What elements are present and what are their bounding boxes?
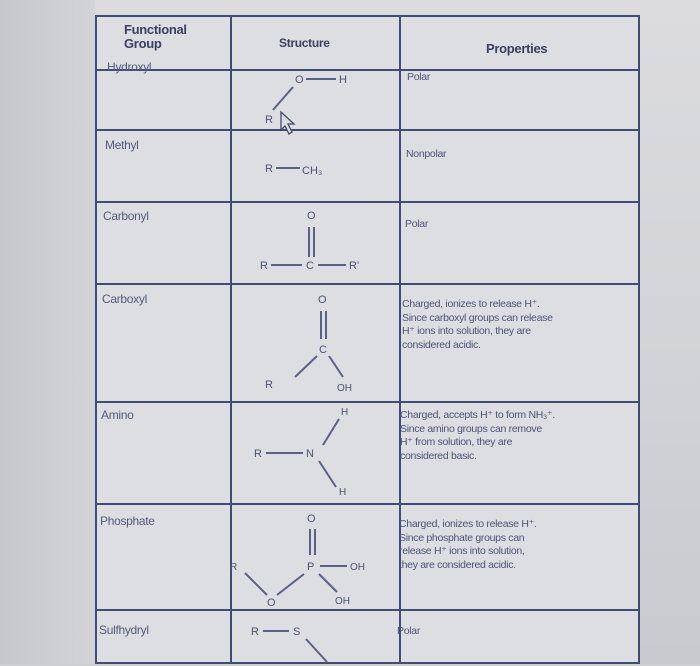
- atom-label-r: R: [254, 448, 262, 460]
- properties-line: Polar: [405, 218, 429, 230]
- properties-line: H⁺ ions into solution, they are: [402, 325, 531, 337]
- atom-label-c: C: [319, 344, 327, 356]
- header-structure: Structure: [279, 36, 330, 50]
- bond-line: [306, 639, 327, 662]
- properties-line: H⁺ from solution, they are: [400, 436, 513, 448]
- mouse-cursor-icon: [281, 112, 294, 134]
- header-functional-group-line1: Functional: [124, 22, 187, 37]
- properties-line: Since carboxyl groups can release: [402, 311, 553, 324]
- bond-line: [329, 356, 343, 377]
- atom-label-r: R: [251, 626, 259, 638]
- atom-label-o: O: [267, 597, 276, 609]
- structures-drawing: [97, 17, 642, 666]
- atom-label-r-prime: R': [349, 260, 360, 272]
- properties-line: Polar: [397, 625, 421, 637]
- sulfhydryl-structure: [251, 626, 327, 662]
- atom-label-h: H: [341, 407, 349, 418]
- methyl-structure: [265, 163, 322, 177]
- atom-label-oh: OH: [350, 562, 365, 573]
- bond-line: [295, 356, 317, 377]
- properties-line: Charged, accepts H⁺ to form NH₃⁺.: [400, 409, 555, 421]
- properties-line: Since phosphate groups can: [399, 531, 525, 544]
- atom-label-r: R: [265, 163, 273, 175]
- properties-line: Polar: [407, 71, 431, 83]
- carbonyl-structure: [260, 210, 359, 272]
- atom-label-ch3: CH₃: [302, 165, 323, 177]
- group-name-amino: Amino: [101, 408, 134, 422]
- atom-label-h: H: [339, 74, 347, 86]
- hydroxyl-structure: [265, 74, 347, 126]
- properties-line: they are considered acidic.: [399, 558, 516, 571]
- atom-label-oh: OH: [337, 383, 352, 394]
- properties-line: release H⁺ ions into solution,: [399, 545, 525, 557]
- bond-line: [323, 419, 339, 445]
- atom-label-o: O: [307, 513, 316, 525]
- group-name-methyl: Methyl: [105, 138, 139, 152]
- header-properties: Properties: [486, 41, 548, 56]
- properties-line: Charged, ionizes to release H⁺.: [399, 518, 537, 530]
- amino-structure: [254, 407, 348, 498]
- page-edge-shadow: [0, 0, 95, 664]
- atom-label-n: N: [306, 448, 314, 460]
- atom-label-o: O: [307, 210, 316, 222]
- group-name-carboxyl: Carboxyl: [102, 292, 147, 306]
- atom-label-r: R: [230, 562, 238, 573]
- group-name-carbonyl: Carbonyl: [103, 209, 149, 223]
- atom-label-h: H: [339, 487, 347, 498]
- atom-label-o: O: [318, 294, 327, 306]
- functional-groups-table: [95, 15, 640, 664]
- group-name-hydroxyl: Hydroxyl: [107, 60, 152, 74]
- bond-line: [319, 574, 337, 592]
- properties-line: considered acidic.: [402, 338, 481, 351]
- bond-line: [245, 573, 267, 595]
- bond-line: [319, 461, 336, 487]
- properties-line: Nonpolar: [406, 148, 447, 160]
- group-name-phosphate: Phosphate: [100, 514, 155, 528]
- carboxyl-structure: [265, 294, 352, 394]
- properties-line: considered basic.: [400, 449, 477, 462]
- properties-line: Charged, ionizes to release H⁺.: [402, 298, 540, 310]
- header-functional-group-line2: Group: [124, 36, 162, 51]
- atom-label-o: O: [295, 74, 304, 86]
- atom-label-r: R: [265, 114, 273, 126]
- bond-line: [273, 87, 293, 110]
- atom-label-oh: OH: [335, 596, 350, 607]
- properties-line: Since amino groups can remove: [400, 422, 542, 435]
- bond-line: [277, 574, 304, 595]
- atom-label-p: P: [307, 561, 315, 573]
- group-name-sulfhydryl: Sulfhydryl: [99, 623, 149, 637]
- atom-label-r: R: [265, 379, 273, 391]
- atom-label-s: S: [293, 626, 301, 638]
- phosphate-structure: [230, 513, 365, 609]
- atom-label-c: C: [306, 260, 314, 272]
- atom-label-r: R: [260, 260, 268, 272]
